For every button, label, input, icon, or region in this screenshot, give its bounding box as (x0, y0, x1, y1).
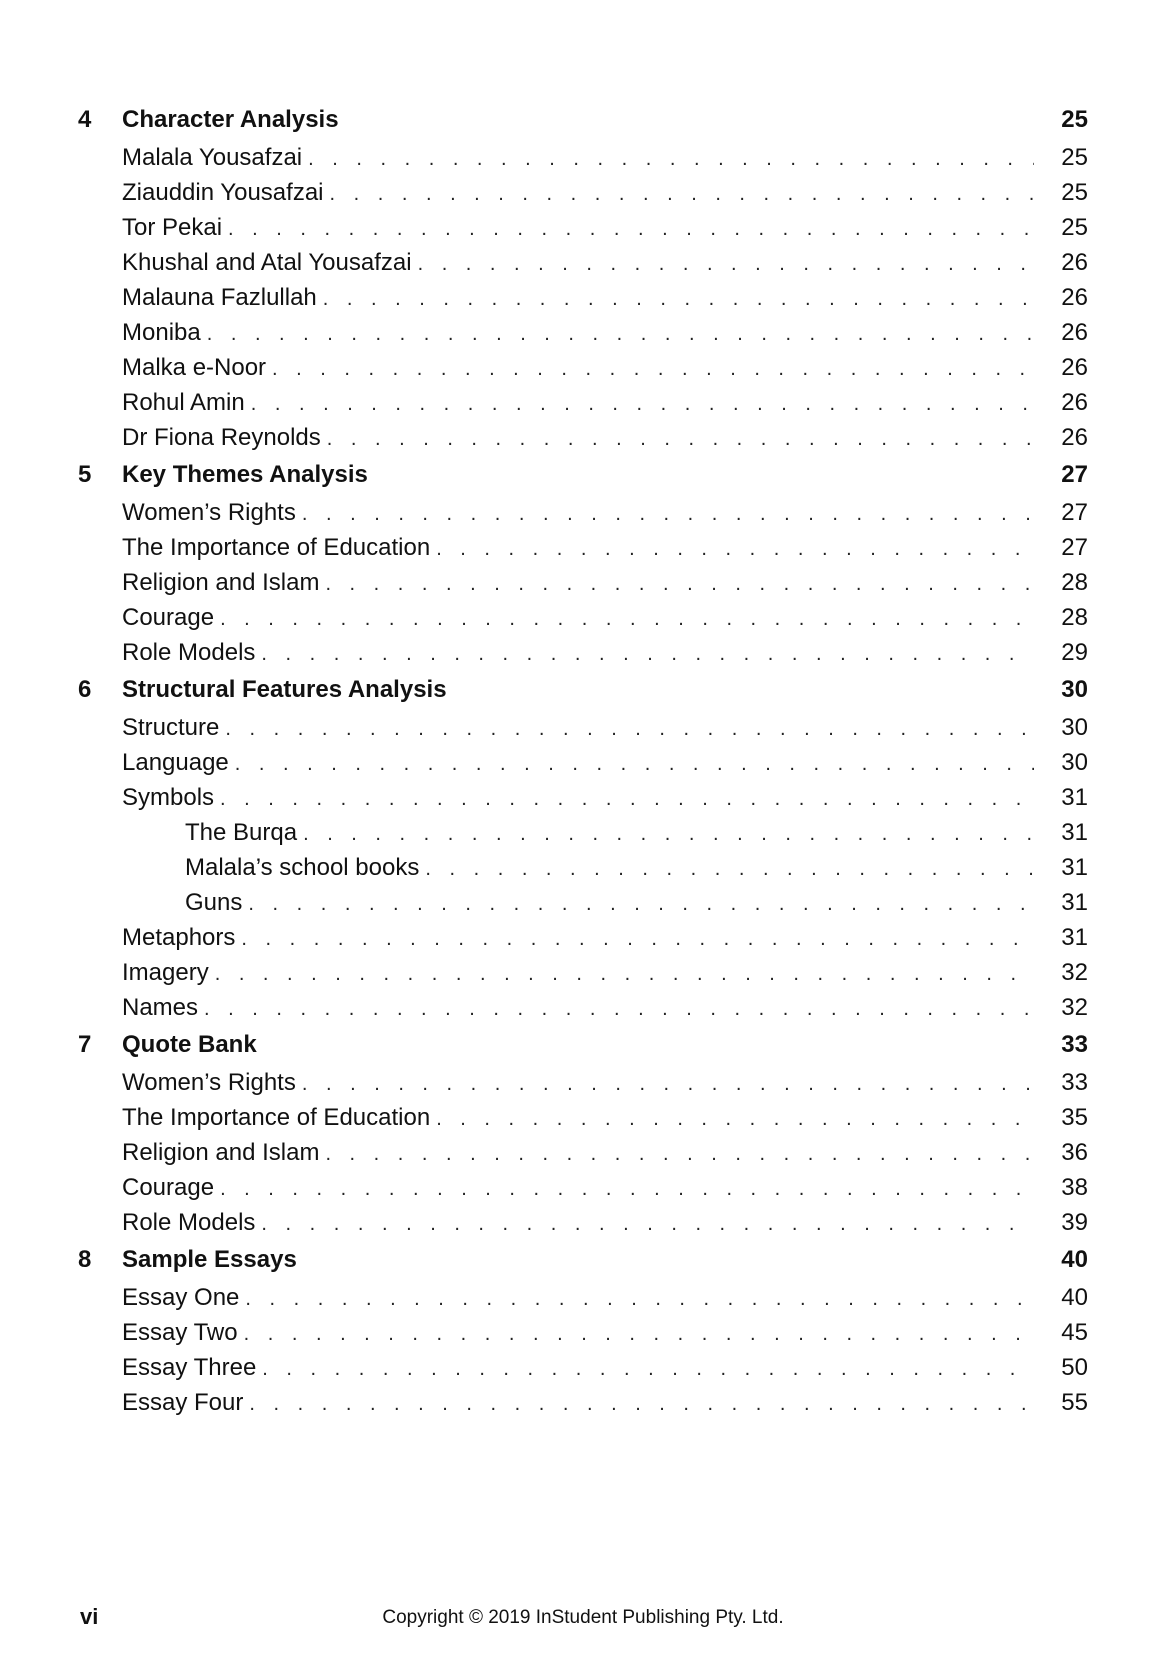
toc-entry[interactable] (78, 565, 1088, 600)
dot-leader (330, 177, 1035, 212)
section-title: Key Themes Analysis (122, 461, 368, 488)
entry-title: Language (122, 749, 229, 776)
dot-leader (220, 602, 1034, 637)
entry-title: Khushal and Atal Yousafzai (122, 249, 412, 276)
entry-page-number: 30 (1061, 749, 1088, 776)
toc-entry[interactable] (78, 210, 1088, 245)
toc-entry[interactable] (78, 1385, 1088, 1420)
dot-leader (244, 1317, 1034, 1352)
entry-title: Ziauddin Yousafzai (122, 179, 324, 206)
entry-title: Tor Pekai (122, 214, 223, 241)
entry-page-number: 45 (1061, 1319, 1088, 1346)
toc-entry[interactable] (78, 1205, 1088, 1240)
toc-entry[interactable] (78, 990, 1088, 1025)
dot-leader (245, 1282, 1034, 1317)
dot-leader (204, 992, 1034, 1027)
section-title: Sample Essays (122, 1246, 297, 1273)
toc-entry[interactable] (78, 1170, 1088, 1205)
section-title: Structural Features Analysis (122, 676, 447, 703)
entry-page-number: 29 (1061, 639, 1088, 666)
dot-leader (325, 1137, 1034, 1172)
dot-leader (249, 1387, 1034, 1422)
toc-entry[interactable] (78, 710, 1088, 745)
entry-page-number: 31 (1061, 854, 1088, 881)
entry-title: Essay Three (122, 1354, 257, 1381)
toc-section-heading[interactable] (78, 670, 1088, 710)
toc-subentry[interactable] (78, 885, 1088, 920)
entry-title: Symbols (122, 784, 215, 811)
toc-entry[interactable] (78, 780, 1088, 815)
toc-entry[interactable] (78, 530, 1088, 565)
dot-leader (436, 1102, 1034, 1137)
entry-page-number: 30 (1061, 714, 1088, 741)
toc-section-heading[interactable] (78, 455, 1088, 495)
entry-page-number: 26 (1061, 389, 1088, 416)
toc-entry[interactable] (78, 1135, 1088, 1170)
toc-entry[interactable] (78, 920, 1088, 955)
entry-page-number: 27 (1061, 499, 1088, 526)
dot-leader (418, 247, 1034, 282)
entry-page-number: 31 (1061, 924, 1088, 951)
section-page-number: 40 (1061, 1246, 1088, 1273)
entry-title: Women’s Rights (122, 499, 296, 526)
entry-page-number: 39 (1061, 1209, 1088, 1236)
section-title: Character Analysis (122, 106, 339, 133)
toc-entry[interactable] (78, 1065, 1088, 1100)
entry-title: Rohul Amin (122, 389, 245, 416)
entry-page-number: 26 (1061, 249, 1088, 276)
section-title: Quote Bank (122, 1031, 257, 1058)
entry-title: Structure (122, 714, 220, 741)
toc-subentry[interactable] (78, 815, 1088, 850)
entry-title: Moniba (122, 319, 201, 346)
entry-title: Malala’s school books (185, 854, 420, 881)
toc-entry[interactable] (78, 245, 1088, 280)
entry-page-number: 33 (1061, 1069, 1088, 1096)
entry-title: Women’s Rights (122, 1069, 296, 1096)
section-number: 7 (78, 1031, 92, 1058)
table-of-contents (78, 100, 1088, 1420)
dot-leader (235, 747, 1034, 782)
dot-leader (261, 637, 1034, 672)
entry-title: Essay Two (122, 1319, 238, 1346)
entry-title: Religion and Islam (122, 1139, 320, 1166)
dot-leader (261, 1207, 1034, 1242)
dot-leader (207, 317, 1034, 352)
toc-entry[interactable] (78, 495, 1088, 530)
entry-page-number: 31 (1061, 889, 1088, 916)
entry-title: Malauna Fazlullah (122, 284, 317, 311)
toc-entry[interactable] (78, 280, 1088, 315)
toc-entry[interactable] (78, 955, 1088, 990)
entry-page-number: 32 (1061, 959, 1088, 986)
entry-page-number: 31 (1061, 784, 1088, 811)
entry-page-number: 26 (1061, 424, 1088, 451)
toc-section-heading[interactable] (78, 100, 1088, 140)
dot-leader (220, 782, 1034, 817)
dot-leader (215, 957, 1034, 992)
entry-page-number: 28 (1061, 604, 1088, 631)
entry-page-number: 28 (1061, 569, 1088, 596)
entry-page-number: 25 (1061, 144, 1088, 171)
entry-page-number: 26 (1061, 354, 1088, 381)
dot-leader (248, 887, 1034, 922)
dot-leader (302, 497, 1034, 532)
toc-entry[interactable] (78, 420, 1088, 455)
dot-leader (436, 532, 1034, 567)
entry-page-number: 26 (1061, 319, 1088, 346)
toc-entry[interactable] (78, 175, 1088, 210)
toc-entry[interactable] (78, 1280, 1088, 1315)
toc-entry[interactable] (78, 1100, 1088, 1135)
section-number: 4 (78, 106, 92, 133)
section-page-number: 25 (1061, 106, 1088, 133)
section-number: 8 (78, 1246, 92, 1273)
entry-title: Religion and Islam (122, 569, 320, 596)
dot-leader (302, 1067, 1034, 1102)
page-number: vi (80, 1604, 99, 1629)
dot-leader (327, 422, 1034, 457)
entry-page-number: 25 (1061, 214, 1088, 241)
entry-title: Malka e-Noor (122, 354, 267, 381)
toc-section-heading[interactable] (78, 1025, 1088, 1065)
dot-leader (228, 212, 1034, 247)
entry-page-number: 27 (1061, 534, 1088, 561)
entry-page-number: 25 (1061, 179, 1088, 206)
section-page-number: 30 (1061, 676, 1088, 703)
entry-title: Courage (122, 1174, 215, 1201)
dot-leader (425, 852, 1034, 887)
entry-page-number: 38 (1061, 1174, 1088, 1201)
dot-leader (303, 817, 1034, 852)
entry-page-number: 50 (1061, 1354, 1088, 1381)
toc-section-heading[interactable] (78, 1240, 1088, 1280)
entry-title: Courage (122, 604, 215, 631)
toc-entry[interactable] (78, 140, 1088, 175)
dot-leader (225, 712, 1034, 747)
copyright-notice: Copyright © 2019 InStudent Publishing Pty. Ltd. (382, 1607, 784, 1628)
entry-title: Role Models (122, 639, 256, 666)
toc-entry[interactable] (78, 1350, 1088, 1385)
toc-subentry[interactable] (78, 850, 1088, 885)
entry-title: Metaphors (122, 924, 236, 951)
dot-leader (262, 1352, 1034, 1387)
entry-page-number: 32 (1061, 994, 1088, 1021)
entry-page-number: 36 (1061, 1139, 1088, 1166)
toc-entry[interactable] (78, 745, 1088, 780)
dot-leader (323, 282, 1034, 317)
entry-title: The Importance of Education (122, 1104, 431, 1131)
section-number: 6 (78, 676, 92, 703)
entry-title: The Burqa (185, 819, 298, 846)
entry-title: Role Models (122, 1209, 256, 1236)
dot-leader (308, 142, 1034, 177)
toc-entry[interactable] (78, 635, 1088, 670)
section-number: 5 (78, 461, 92, 488)
dot-leader (220, 1172, 1034, 1207)
entry-title: Essay Four (122, 1389, 244, 1416)
entry-title: Guns (185, 889, 243, 916)
toc-entry[interactable] (78, 1315, 1088, 1350)
toc-entry[interactable] (78, 350, 1088, 385)
entry-title: Dr Fiona Reynolds (122, 424, 321, 451)
entry-page-number: 31 (1061, 819, 1088, 846)
toc-entry[interactable] (78, 385, 1088, 420)
entry-title: Imagery (122, 959, 209, 986)
dot-leader (251, 387, 1034, 422)
entry-page-number: 55 (1061, 1389, 1088, 1416)
entry-page-number: 26 (1061, 284, 1088, 311)
dot-leader (241, 922, 1034, 957)
toc-entry[interactable] (78, 315, 1088, 350)
dot-leader (272, 352, 1034, 387)
toc-entry[interactable] (78, 600, 1088, 635)
section-page-number: 33 (1061, 1031, 1088, 1058)
entry-title: The Importance of Education (122, 534, 431, 561)
dot-leader (325, 567, 1034, 602)
section-page-number: 27 (1061, 461, 1088, 488)
entry-title: Essay One (122, 1284, 240, 1311)
entry-title: Malala Yousafzai (122, 144, 303, 171)
entry-page-number: 35 (1061, 1104, 1088, 1131)
entry-title: Names (122, 994, 199, 1021)
entry-page-number: 40 (1061, 1284, 1088, 1311)
